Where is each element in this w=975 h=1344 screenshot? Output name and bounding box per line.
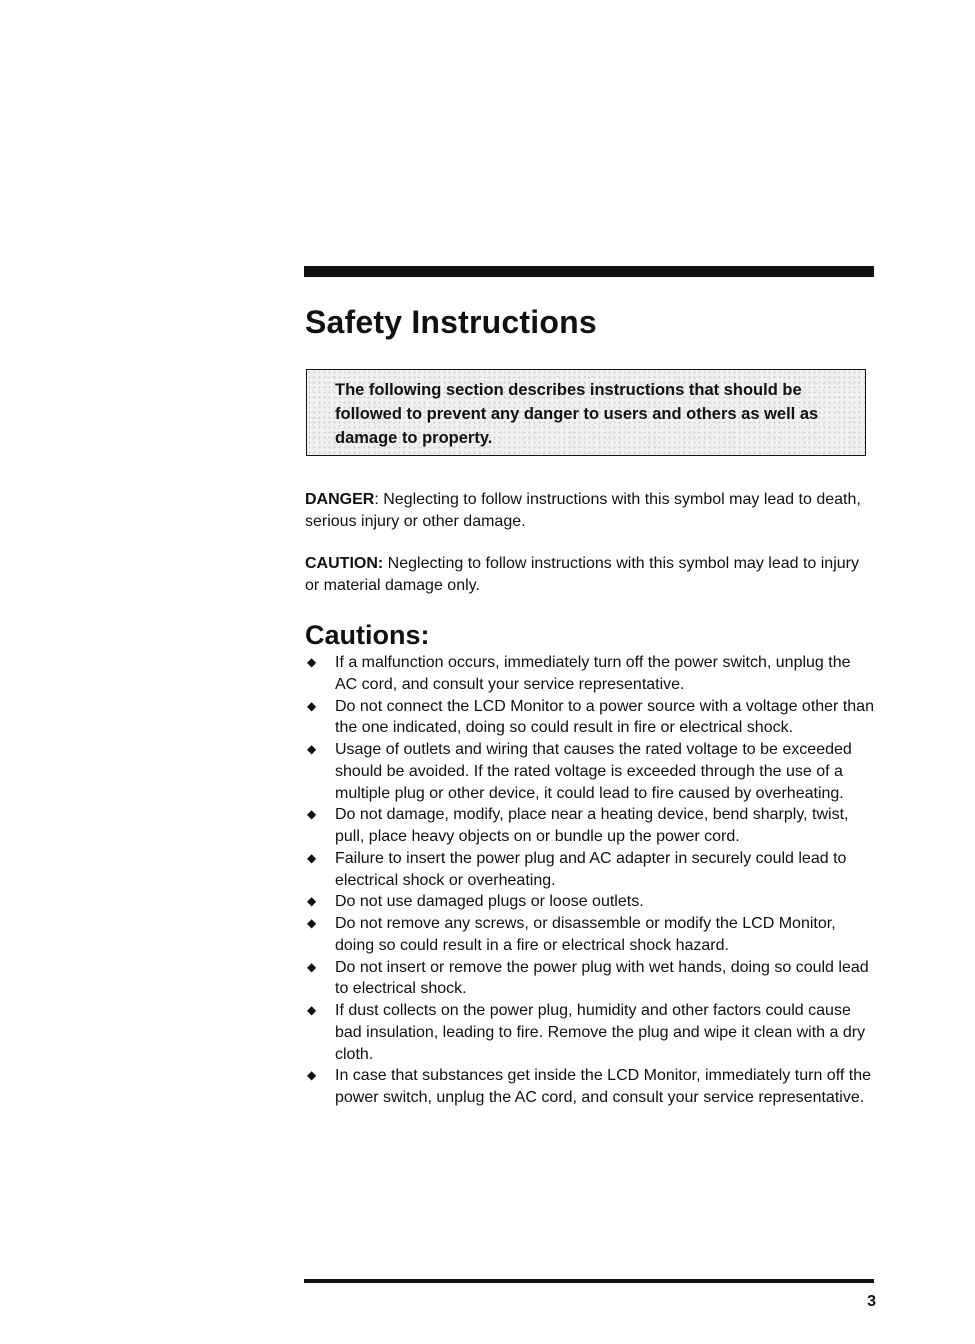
diamond-bullet-icon: ◆ (307, 850, 317, 865)
cautions-list (305, 652, 875, 1109)
list-item-text: Do not insert or remove the power plug with wet hands, doing so could lead to electrical shock. (335, 958, 869, 998)
list-item-text: Usage of outlets and wiring that causes the rated voltage to be exceeded should be avoided. If the rated voltage is exceeded through the use of a multiple plug or other device, it could lead to fire caused by overheating. (335, 741, 852, 802)
list-item (305, 804, 875, 848)
list-item-text: If dust collects on the power plug, humidity and other factors could cause bad insulation, leading to fire. Remove the plug and wipe it clean with a dry cloth. (335, 1002, 866, 1063)
page-number: 3 (867, 1293, 876, 1310)
list-item (305, 1065, 875, 1109)
list-item-text: If a malfunction occurs, immediately turn off the power switch, unplug the AC cord, and consult your service representative. (335, 654, 851, 693)
diamond-bullet-icon: ◆ (307, 1003, 317, 1017)
diamond-bullet-icon: ◆ (307, 894, 317, 909)
cautions-heading: Cautions: (305, 620, 430, 650)
caution-text: Neglecting to follow instructions with this symbol may lead to injury or material damage only. (305, 555, 859, 594)
page-title: Safety Instructions (305, 304, 597, 340)
list-item-text: In case that substances get inside the LCD Monitor, immediately turn off the power switch, unplug the AC cord, and consult your service representative. (335, 1067, 871, 1106)
list-item-text: Do not use damaged plugs or loose outlets. (335, 893, 644, 911)
list-item (305, 1000, 875, 1065)
list-item-text: Failure to insert the power plug and AC adapter in securely could lead to electrical shock or overheating. (335, 849, 847, 889)
diamond-bullet-icon: ◆ (307, 916, 317, 930)
bottom-rule (304, 1279, 874, 1283)
list-item (305, 739, 875, 804)
diamond-bullet-icon: ◆ (307, 807, 317, 822)
list-item-text: Do not connect the LCD Monitor to a power source with a voltage other than the one indicated, doing so could result in fire or electrical shock. (335, 697, 874, 737)
top-rule (304, 266, 874, 277)
caution-note (305, 553, 870, 597)
danger-text: : Neglecting to follow instructions with this symbol may lead to death, serious injury or other damage. (305, 491, 861, 530)
danger-note (305, 489, 870, 533)
intro-box (306, 369, 866, 456)
list-item (305, 891, 875, 913)
diamond-bullet-icon: ◆ (307, 959, 317, 974)
diamond-bullet-icon: ◆ (307, 1068, 317, 1083)
intro-text: The following section describes instructions that should be followed to prevent any danger to users and others as well as damage to property. (335, 381, 819, 447)
list-item (305, 957, 875, 1001)
diamond-bullet-icon: ◆ (307, 655, 317, 669)
diamond-bullet-icon: ◆ (307, 698, 317, 713)
diamond-bullet-icon: ◆ (307, 742, 317, 756)
danger-label: DANGER (305, 491, 375, 508)
list-item (305, 913, 875, 957)
list-item (305, 652, 875, 696)
caution-label: CAUTION: (305, 555, 384, 572)
list-item-text: Do not damage, modify, place near a heating device, bend sharply, twist, pull, place heavy objects on or bundle up the power cord. (335, 806, 849, 845)
list-item (305, 848, 875, 892)
list-item (305, 696, 875, 740)
list-item-text: Do not remove any screws, or disassemble or modify the LCD Monitor, doing so could result in a fire or electrical shock hazard. (335, 915, 836, 954)
